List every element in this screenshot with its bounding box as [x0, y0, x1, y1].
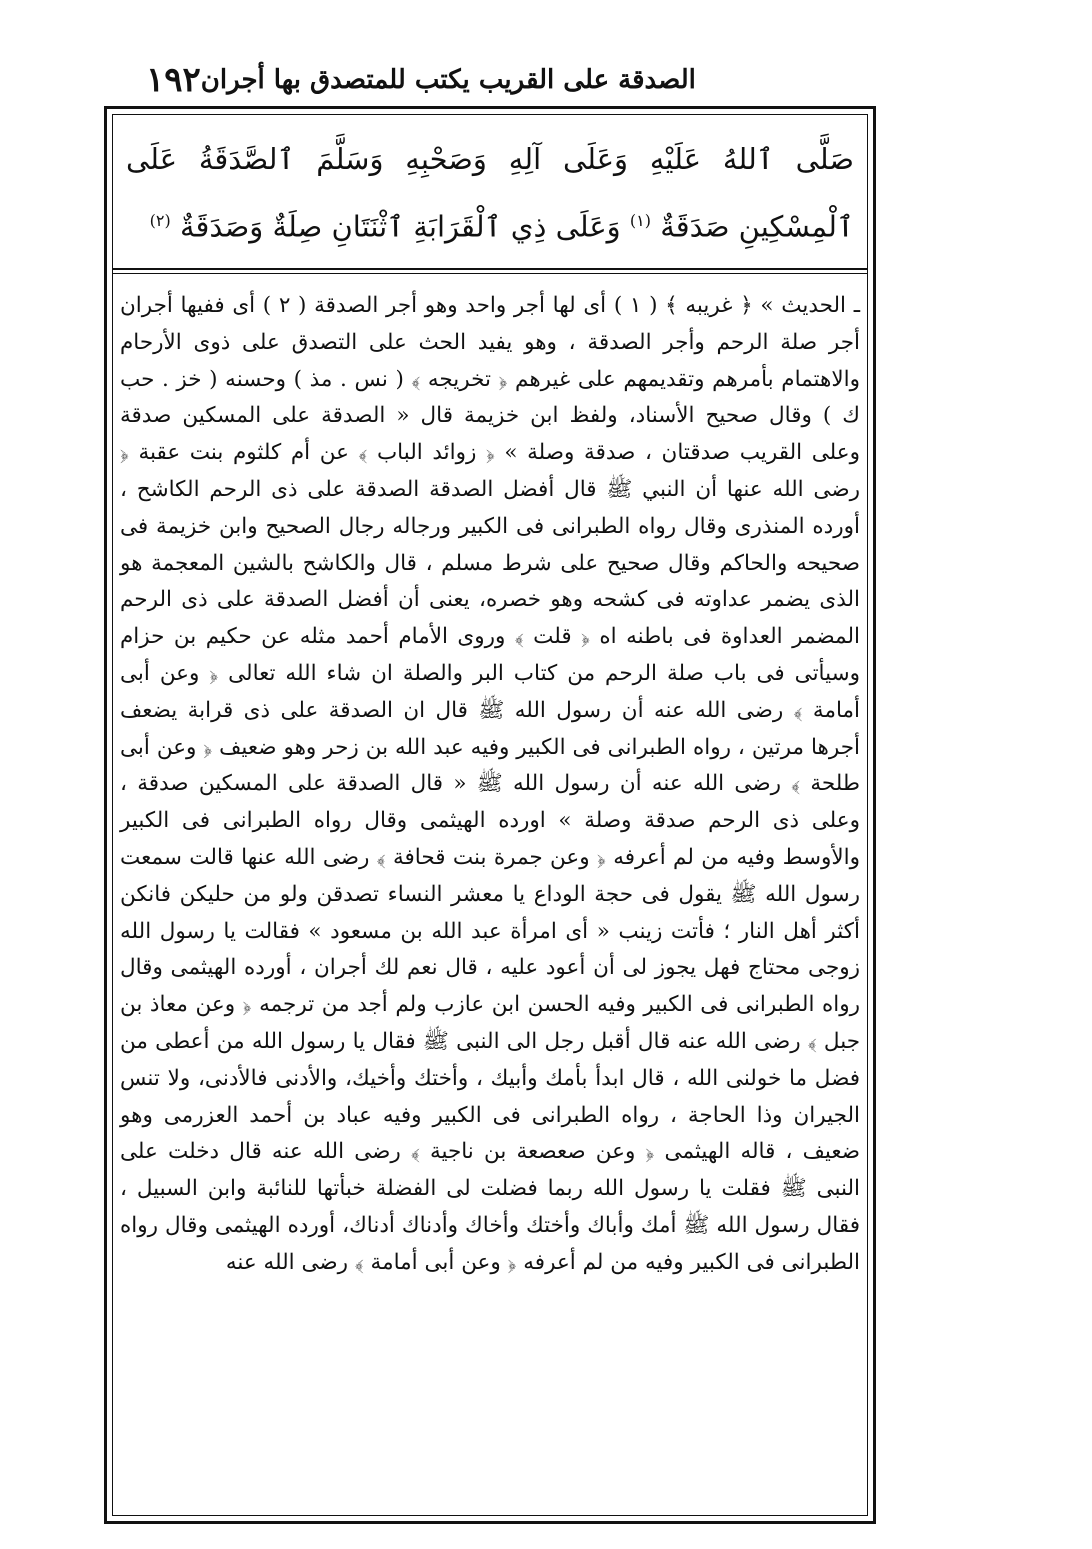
footnote-marker-2: (٢) [149, 211, 171, 230]
commentary-block [120, 288, 860, 1510]
hadith-text [126, 128, 854, 256]
page-header [110, 58, 870, 102]
footnote-marker-1: (١) [629, 211, 651, 230]
running-title: الصدقة على القريب يكتب للمتصدق بها أجران [200, 65, 696, 95]
hadith-text-line: صَلَّى ٱللهُ عَلَيْهِ وَعَلَى آلِهِ وَصَحْبِهِ وَسَلَّمَ ٱلصَّدَقَةُ عَلَى ٱلْمِسْكِينِ صَدَقَةٌ [126, 142, 854, 244]
section-divider [112, 268, 868, 274]
page-number: ١٩٢ [146, 60, 201, 100]
commentary-text: ـ الحديث » ﴿ غريبه ﴾ ( ١ ) أى لها أجر واحد وهو أجر الصدقة ( ٢ ) أى ففيها أجران أجر صلة الرحم وأجر الصدقة ، وهو يفيد الحث على التصدق على ذوى الأرحام والاهتمام بأمرهم وتقديمهم على غيرهم ﴿ تخريجه ﴾ ( نس . مذ ) وحسنه ( خز . حب ك ) وقال صحيح الأسناد، ولفظ ابن خزيمة قال « الصدقة على المسكين صدقة وعلى القريب صدقتان ، صدقة وصلة » ﴿ زوائد الباب ﴾ عن أم كلثوم بنت عقبة ﴿ رضى الله عنها أن النبي ﷺ قال أفضل الصدقة الصدقة على ذى الرحم الكاشح ، أورده المنذرى وقال رواه الطبرانى فى الكبير ورجاله رجال الصحيح وابن خزيمة فى صحيحه والحاكم وقال صحيح على شرط مسلم ، قال والكاشح بالشين المعجمة هو الذى يضمر عداوته فى كشحه وهو خصره، يعنى أن أفضل الصدقة على ذى الرحم المضمر العداوة فى باطنه اه ﴿ قلت ﴾ وروى الأمام أحمد مثله عن حكيم بن حزام وسيأتى فى باب صلة الرحم من كتاب البر والصلة ان شاء الله تعالى ﴿ وعن أبى أمامة ﴾ رضى الله عنه أن رسول الله ﷺ قال ان الصدقة على ذى قرابة يضعف أجرها مرتين ، رواه الطبرانى فى الكبير وفيه عبد الله بن زحر وهو ضعيف ﴿ وعن أبى طلحة ﴾ رضى الله عنه أن رسول الله ﷺ « قال الصدقة على المسكين صدقة ، وعلى ذى الرحم صدقة وصلة » اورده الهيثمى وقال رواه الطبرانى فى الكبير والأوسط وفيه من لم أعرفه ﴿ وعن جمرة بنت قحافة ﴾ رضى الله عنها قالت سمعت رسول الله ﷺ يقول فى حجة الوداع يا معشر النساء تصدقن ولو من حليكن فانكن أكثر أهل النار ؛ فأتت زينب « أى امرأة عبد الله بن مسعود » فقالت يا رسول الله زوجى محتاج فهل يجوز لى أن أعود عليه ، قال نعم لك أجران ، أورده الهيثمى وقال رواه الطبرانى فى الكبير وفيه الحسن ابن عازب ولم أجد من ترجمه ﴿ وعن معاذ بن جبل ﴾ رضى الله عنه قال أقبل رجل الى النبى ﷺ فقال يا رسول الله من أعطى من فضل ما خولنى الله ، قال ابدأ بأمك وأبيك ، وأختك وأخيك، والأدنى فالأدنى، ولا تنس الجيران وذا الحاجة ، رواه الطبرانى فى الكبير وفيه عباد بن أحمد العزرمى وهو ضعيف ، قاله الهيثمى ﴿ وعن صعصعة بن ناجية ﴾ رضى الله عنه قال دخلت على النبى ﷺ فقلت يا رسول الله ربما فضلت لى الفضلة خبأتها للنائبة وابن السبيل ، فقال رسول الله ﷺ أمك وأباك وأختك وأخاك وأدناك أدناك، أورده الهيثمى وقال رواه الطبرانى فى الكبير وفيه من لم أعرفه ﴿ وعن أبى أمامة ﴾ رضى الله عنه [120, 293, 861, 1275]
hadith-text-line: وَعَلَى ذِي ٱلْقَرَابَةِ ٱثْنَتَانِ صِلَةٌ وَصَدَقَةٌ [179, 209, 621, 244]
